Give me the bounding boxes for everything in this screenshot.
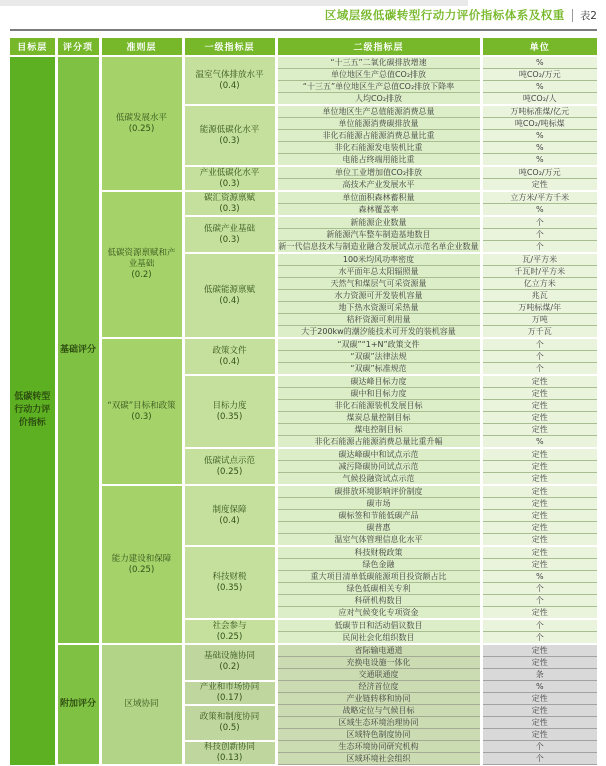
unit-cell: 定性 [481,400,597,412]
level2-indicator-cell: 单位面积森林蓄积量 [276,191,481,204]
col-header-unit: 单位 [481,38,597,56]
level2-indicator-cell: 碳排放环境影响评价制度 [276,485,481,498]
unit-cell: 条 [481,669,597,681]
unit-cell: 定性 [481,644,597,657]
level2-indicator-cell: “双碳”法律法规 [276,351,481,363]
unit-cell: 千瓦时/平方米 [481,266,597,278]
level1-indicator-cell-weight: (0.3) [219,178,240,189]
level2-indicator-cell: “十三五”单位地区生产总值CO₂排放下降率 [276,81,481,93]
criterion-cell-weight: (0.25) [128,564,155,575]
level1-indicator-cell-weight: (0.4) [219,80,240,91]
level1-indicator-cell: 科技财税 (0.35) [183,546,276,619]
criterion-cell: 区域协同 [100,644,183,765]
unit-cell: % [481,436,597,449]
unit-cell: 个 [481,351,597,363]
level2-indicator-cell: 非化石能源装机发展目标 [276,400,481,412]
level1-indicator-cell-weight: (0.3) [219,234,240,245]
target-layer-cell: 低碳转型行动力评价指标 [10,56,56,765]
unit-cell: 万吨 [481,314,597,326]
level2-indicator-cell: 大于200kw的潮汐能技术可开发的装机容量 [276,326,481,339]
unit-cell: 个 [481,753,597,765]
level1-indicator-cell-weight: (0.4) [219,295,240,306]
unit-cell: 亿立方米 [481,278,597,290]
level2-indicator-cell: 碳普惠 [276,522,481,534]
level2-indicator-cell: “十三五”二氧化碳排放增速 [276,56,481,69]
level2-indicator-cell: 单位地区生产总值CO₂排放 [276,69,481,81]
unit-cell: 个 [481,595,597,607]
level1-indicator-cell: 基础设施协同 (0.2) [183,644,276,681]
level2-indicator-cell: 森林覆盖率 [276,204,481,217]
level1-indicator-cell: 制度保障 (0.4) [183,485,276,546]
unit-cell: 个 [481,741,597,753]
level1-indicator-cell-weight: (0.25) [216,466,243,477]
unit-cell: 个 [481,229,597,241]
unit-cell: 定性 [481,179,597,192]
unit-cell: 个 [481,363,597,376]
criterion-cell: 能力建设和保障 (0.25) [100,485,183,644]
unit-cell: % [481,56,597,69]
criterion-cell: 低碳资源禀赋和产业基础 (0.2) [100,191,183,338]
unit-cell: 个 [481,583,597,595]
criterion-cell-weight: (0.25) [128,123,155,134]
level2-indicator-cell: 新能源企业数量 [276,216,481,229]
level2-indicator-cell: 减污降碳协同试点示范 [276,461,481,473]
unit-cell: 定性 [481,693,597,705]
unit-cell: 兆瓦 [481,290,597,302]
table-title-row [325,7,597,23]
unit-cell: 定性 [481,461,597,473]
table-label: 表2 [579,9,597,22]
col-header-level1-indicator: 一级指标层 [183,38,276,56]
level2-indicator-cell: 单位能源消费碳排放量 [276,118,481,130]
scoring-item-cell: 基础评分 [56,56,100,644]
unit-cell: % [481,130,597,142]
level2-indicator-cell: 单位地区生产总值能源消费总量 [276,105,481,118]
unit-cell: 吨CO₂/万元 [481,69,597,81]
level1-indicator-cell: 能源低碳化水平 (0.3) [183,105,276,166]
unit-cell: 万吨标准煤/亿元 [481,105,597,118]
level1-indicator-cell: 低碳能源禀赋 (0.4) [183,253,276,338]
unit-cell: 定性 [481,485,597,498]
horizontal-rule [10,29,597,31]
level2-indicator-cell: 碳市场 [276,498,481,510]
table-row [10,56,597,69]
scoring-item-cell: 附加评分 [56,644,100,765]
unit-cell: 定性 [481,388,597,400]
level2-indicator-cell: 电能占终端用能比重 [276,154,481,167]
level2-indicator-cell: 碳中和目标力度 [276,388,481,400]
level2-indicator-cell: 水力资源可开发装机容量 [276,290,481,302]
unit-cell: 定性 [481,498,597,510]
unit-cell: 定性 [481,534,597,547]
level2-indicator-cell: “双碳”标准规范 [276,363,481,376]
level2-indicator-cell: 绿色低碳相关专利 [276,583,481,595]
level1-indicator-cell: 低碳产业基础 (0.3) [183,216,276,253]
level2-indicator-cell: 交通联通度 [276,669,481,681]
unit-cell: 定性 [481,473,597,486]
level2-indicator-cell: 煤电控制目标 [276,424,481,436]
header-row [10,38,597,56]
level1-indicator-cell-weight: (0.35) [216,411,243,422]
level2-indicator-cell: 民间社会化组织数目 [276,632,481,645]
level2-indicator-cell: 充换电设施一体化 [276,657,481,669]
page-title: 区域层级低碳转型行动力评价指标体系及权重 [324,8,565,22]
level1-indicator-cell-weight: (0.2) [219,662,240,673]
unit-cell: 万吨标煤/年 [481,302,597,314]
level2-indicator-cell: 战略定位与气候目标 [276,705,481,717]
level2-indicator-cell: 科技财税政策 [276,546,481,559]
level2-indicator-cell: 科研机构数目 [276,595,481,607]
level2-indicator-cell: 高技术产业发展水平 [276,179,481,192]
level2-indicator-cell: 绿色金融 [276,559,481,571]
level2-indicator-cell: 非化石能源占能源消费总量比重升幅 [276,436,481,449]
level1-indicator-cell-weight: (0.3) [219,135,240,146]
level2-indicator-cell: 生态环境协同研究机构 [276,741,481,753]
level2-indicator-cell: 100米均风功率密度 [276,253,481,266]
col-header-criterion-layer: 准则层 [100,38,183,56]
col-header-scoring-item: 评分项 [56,38,100,56]
unit-cell: 定性 [481,559,597,571]
level1-indicator-cell-weight: (0.5) [219,722,240,733]
level2-indicator-cell: 非化石能源占能源消费总量比重 [276,130,481,142]
unit-cell: 个 [481,338,597,351]
level1-indicator-cell: 低碳试点示范 (0.25) [183,448,276,485]
level2-indicator-cell: 区域特色制度协同 [276,729,481,741]
level1-indicator-cell: 科技创新协同 (0.13) [183,741,276,765]
unit-cell: 吨CO₂/万元 [481,166,597,179]
level1-indicator-cell-weight: (0.3) [219,203,240,214]
unit-cell: 个 [481,241,597,254]
unit-cell: 定性 [481,705,597,717]
top-edge-artifact [0,0,468,6]
unit-cell: % [481,681,597,693]
unit-cell: 定性 [481,510,597,522]
unit-cell: 定性 [481,729,597,741]
level2-indicator-cell: 产业链转移和协同 [276,693,481,705]
level1-indicator-cell-weight: (0.4) [219,515,240,526]
unit-cell: 定性 [481,448,597,461]
level2-indicator-cell: 地下热水资源可采热量 [276,302,481,314]
unit-cell: 定性 [481,717,597,729]
level1-indicator-cell: 产业和市场协同 (0.17) [183,681,276,705]
unit-cell: 万千瓦 [481,326,597,339]
unit-cell: 吨CO₂/人 [481,93,597,106]
level2-indicator-cell: 新一代信息技术与制造业融合发展试点示范名单企业数量 [276,241,481,254]
level1-indicator-cell: 政策文件 (0.4) [183,338,276,375]
indicator-table [10,38,597,766]
unit-cell: 个 [481,632,597,645]
unit-cell: 定性 [481,657,597,669]
criterion-cell: 低碳发展水平 (0.25) [100,56,183,191]
level1-indicator-cell: 碳汇资源禀赋 (0.3) [183,191,276,216]
level2-indicator-cell: 低碳节日和活动倡议数目 [276,619,481,632]
level1-indicator-cell-weight: (0.25) [216,631,243,642]
level2-indicator-cell: 区域环境社会组织 [276,753,481,765]
level2-indicator-cell: 应对气候变化专项资金 [276,607,481,620]
criterion-cell-weight: (0.3) [131,411,152,422]
level1-indicator-cell-weight: (0.35) [216,582,243,593]
level1-indicator-cell: 温室气体排放水平 (0.4) [183,56,276,105]
unit-cell: 立方米/平方千米 [481,191,597,204]
level2-indicator-cell: 秸秆资源可利用量 [276,314,481,326]
level2-indicator-cell: 经济首位度 [276,681,481,693]
level2-indicator-cell: 单位工业增加值CO₂排放 [276,166,481,179]
level1-indicator-cell-weight: (0.17) [216,692,243,703]
unit-cell: 定性 [481,424,597,436]
unit-cell: 个 [481,619,597,632]
unit-cell: 定性 [481,546,597,559]
unit-cell: 吨CO₂/吨标煤 [481,118,597,130]
level2-indicator-cell: 碳达峰碳中和试点示范 [276,448,481,461]
unit-cell: % [481,204,597,217]
level2-indicator-cell: 温室气体管理信息化水平 [276,534,481,547]
level1-indicator-cell-weight: (0.4) [219,356,240,367]
col-header-target-layer: 目标层 [10,38,56,56]
level2-indicator-cell: 水平面年总太阳辐照量 [276,266,481,278]
level1-indicator-cell: 社会参与 (0.25) [183,619,276,644]
unit-cell: 定性 [481,522,597,534]
unit-cell: 定性 [481,412,597,424]
level2-indicator-cell: 气候投融资试点示范 [276,473,481,486]
level1-indicator-cell: 产业低碳化水平 (0.3) [183,166,276,191]
unit-cell: % [481,81,597,93]
level2-indicator-cell: 碳标签和节能低碳产品 [276,510,481,522]
level2-indicator-cell: 新能源汽车整车制造基地数目 [276,229,481,241]
level2-indicator-cell: 区域生态环境治理协同 [276,717,481,729]
unit-cell: % [481,154,597,167]
unit-cell: % [481,571,597,583]
unit-cell: 定性 [481,375,597,388]
level1-indicator-cell-weight: (0.13) [216,752,243,763]
unit-cell: % [481,142,597,154]
title-divider [572,9,573,22]
table-row [10,644,597,657]
level2-indicator-cell: 人均CO₂排放 [276,93,481,106]
criterion-cell: “双碳”目标和政策 (0.3) [100,338,183,485]
level2-indicator-cell: 非化石能源发电装机比重 [276,142,481,154]
criterion-cell-weight: (0.2) [131,270,152,280]
level2-indicator-cell: 重大项目清单低碳能源项目投资额占比 [276,571,481,583]
unit-cell: 定性 [481,607,597,620]
level1-indicator-cell: 政策和制度协同 (0.5) [183,705,276,741]
level2-indicator-cell: 碳达峰目标力度 [276,375,481,388]
level2-indicator-cell: “双碳”“1+N”政策文件 [276,338,481,351]
level2-indicator-cell: 煤炭总量控制目标 [276,412,481,424]
level2-indicator-cell: 天然气和煤层气可采资源量 [276,278,481,290]
unit-cell: 瓦/平方米 [481,253,597,266]
unit-cell: 个 [481,216,597,229]
level2-indicator-cell: 省际输电通道 [276,644,481,657]
level1-indicator-cell: 目标力度 (0.35) [183,375,276,448]
col-header-level2-indicator: 二级指标层 [276,38,481,56]
